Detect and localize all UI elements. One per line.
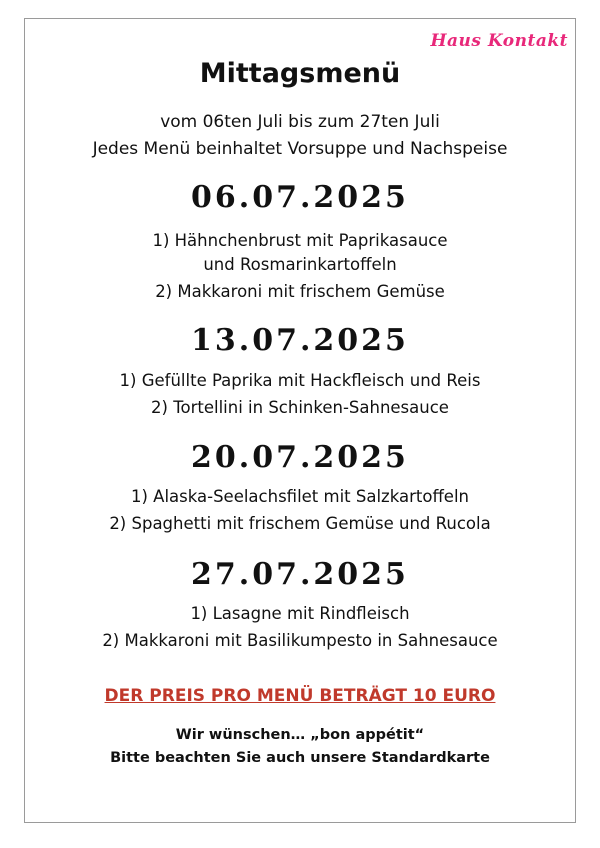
price-note: DER PREIS PRO MENÜ BETRÄGT 10 EURO bbox=[104, 686, 496, 706]
menu-item: 2) Tortellini in Schinken-Sahnesauce bbox=[151, 398, 449, 417]
day-date: 27.07.2025 bbox=[191, 557, 409, 592]
menu-includes-note: Jedes Menü beinhaltet Vorsuppe und Nachspeise bbox=[92, 139, 508, 159]
menu-item: 2) Spaghetti mit frischem Gemüse und Rucola bbox=[109, 514, 491, 533]
day-date: 20.07.2025 bbox=[191, 440, 409, 475]
menu-item: 1) Lasagne mit Rindfleisch bbox=[190, 604, 410, 623]
menu-item: 2) Makkaroni mit Basilikumpesto in Sahnesauce bbox=[102, 631, 498, 650]
page-title: Mittagsmenü bbox=[199, 58, 401, 89]
menu-item: 2) Makkaroni mit frischem Gemüse bbox=[155, 282, 445, 301]
menu-item: und Rosmarinkartoffeln bbox=[203, 255, 397, 274]
menu-item: 1) Alaska-Seelachsfilet mit Salzkartoffeln bbox=[130, 487, 470, 506]
date-range: vom 06ten Juli bis zum 27ten Juli bbox=[160, 112, 440, 132]
day-date: 13.07.2025 bbox=[191, 323, 409, 358]
greeting: Wir wünschen… „bon appétit“ bbox=[175, 727, 425, 743]
brand-logo: Haus Kontakt bbox=[430, 31, 568, 51]
day-date: 06.07.2025 bbox=[191, 180, 409, 215]
menu-item: 1) Gefüllte Paprika mit Hackfleisch und Reis bbox=[119, 371, 481, 390]
menu-item: 1) Hähnchenbrust mit Paprikasauce bbox=[152, 231, 448, 250]
standard-menu-note: Bitte beachten Sie auch unsere Standardkarte bbox=[110, 750, 490, 766]
